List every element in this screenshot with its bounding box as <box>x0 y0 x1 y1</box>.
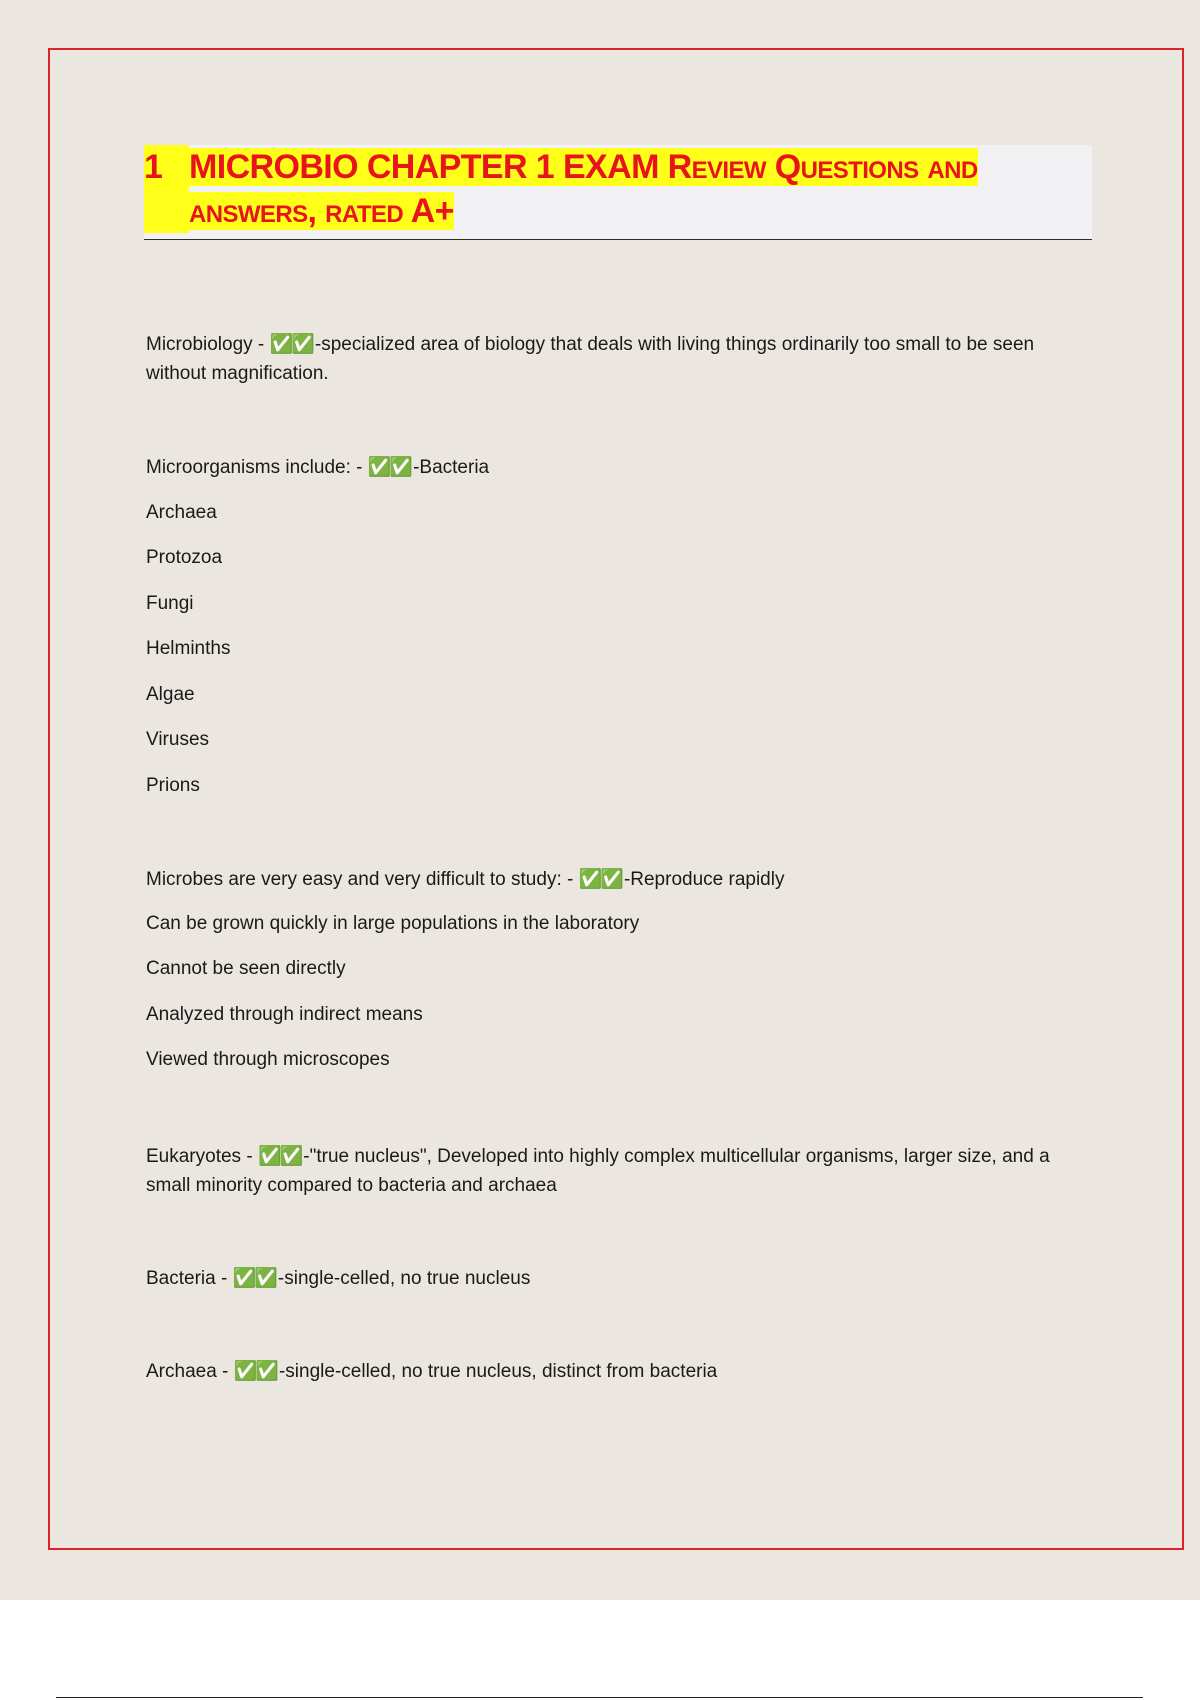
qa-entry-microbiology <box>146 330 1066 388</box>
term: Bacteria - <box>146 1268 233 1289</box>
list-item: Protozoa <box>146 547 223 568</box>
qa-entry-microbes <box>146 867 784 891</box>
double-check-icon: ✅✅ <box>269 334 313 355</box>
term: Archaea - <box>146 1361 234 1382</box>
term: Microorganisms include: - <box>146 457 368 478</box>
answer: -single-celled, no true nucleus <box>277 1268 531 1289</box>
list-item: Algae <box>146 684 195 705</box>
document-heading <box>144 145 1092 240</box>
double-check-icon: ✅✅ <box>257 1146 302 1167</box>
answer: -Bacteria <box>413 457 490 478</box>
double-check-icon: ✅✅ <box>233 1361 277 1382</box>
answer: -"true nucleus", Developed into highly complex multicellular organisms, larger size, and a small minority compared to bacteria and archaea <box>146 1146 1050 1196</box>
answer: -single-celled, no true nucleus, distinct from bacteria <box>278 1361 718 1382</box>
answer: -specialized area of biology that deals with living things ordinarily too small to be seen without magnification. <box>146 334 1035 384</box>
list-item: Viruses <box>146 729 210 750</box>
qa-entry-bacteria <box>146 1266 530 1290</box>
list-item: Prions <box>146 775 200 796</box>
answer: -Reproduce rapidly <box>623 869 785 890</box>
double-check-icon: ✅✅ <box>232 1268 276 1289</box>
list-item: Viewed through microscopes <box>146 1049 390 1070</box>
heading-number: 1 <box>144 145 189 233</box>
list-item: Cannot be seen directly <box>146 958 346 979</box>
heading-title <box>189 145 978 233</box>
list-item: Archaea <box>146 502 217 523</box>
qa-entry-eukaryotes <box>146 1142 1066 1200</box>
list-item: Helminths <box>146 638 231 659</box>
heading-line-2: answers, rated A+ <box>189 192 454 230</box>
heading-line-1: MICROBIO CHAPTER 1 EXAM Review Questions and <box>189 148 978 186</box>
term: Eukaryotes - <box>146 1146 258 1167</box>
list-item: Analyzed through indirect means <box>146 1004 423 1025</box>
qa-entry-archaea <box>146 1359 717 1383</box>
qa-entry-microorganisms <box>146 455 489 479</box>
footer-rule <box>56 1697 1143 1698</box>
list-item: Fungi <box>146 593 194 614</box>
double-check-icon: ✅✅ <box>367 457 412 478</box>
double-check-icon: ✅✅ <box>578 869 622 890</box>
term: Microbes are very easy and very difficult to study: - <box>146 869 579 890</box>
term: Microbiology - <box>146 334 270 355</box>
page-border <box>48 48 1184 1550</box>
list-item: Can be grown quickly in large populations in the laboratory <box>146 913 640 934</box>
